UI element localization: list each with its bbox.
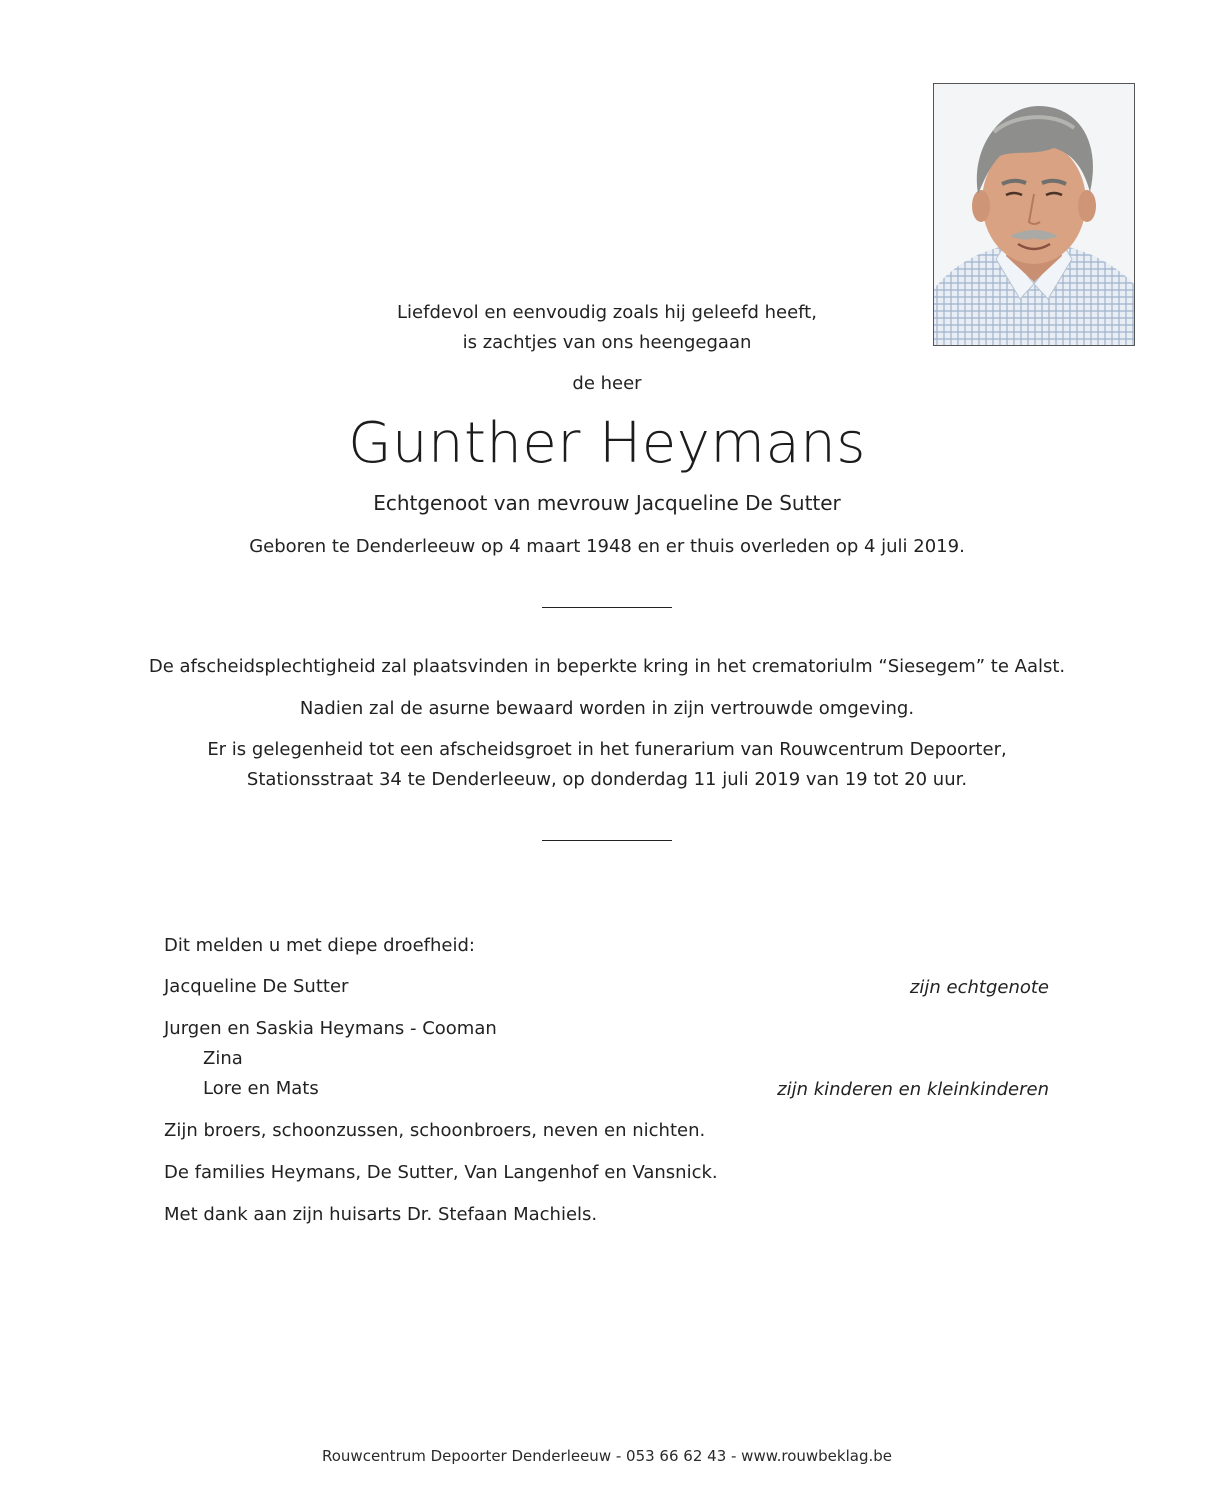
divider-bottom — [542, 840, 672, 841]
birth-death-line: Geboren te Denderleeuw op 4 maart 1948 en er thuis overleden op 4 juli 2019. — [249, 536, 965, 557]
ceremony-line-3: Er is gelegenheid tot een afscheidsgroet in het funerarium van Rouwcentrum Depoorter, — [207, 739, 1007, 760]
divider-top — [542, 607, 672, 608]
ceremony-line-1: De afscheidsplechtigheid zal plaatsvinden in beperkte kring in het crematoriulm “Siesegem” te Aalst. — [148, 656, 1066, 677]
intro-line-1: Liefdevol en eenvoudig zoals hij geleefd heeft, — [397, 302, 817, 323]
mourner-spouse-role: zijn echtgenote — [909, 977, 1049, 998]
ceremony-line-2: Nadien zal de asurne bewaard worden in zijn vertrouwde omgeving. — [299, 698, 915, 719]
title-prefix: de heer — [572, 373, 642, 394]
ceremony-line-4: Stationsstraat 34 te Denderleeuw, op donderdag 11 juli 2019 van 19 tot 20 uur. — [246, 769, 968, 790]
mourner-children-name: Jurgen en Saskia Heymans - Cooman — [164, 1018, 497, 1039]
mourner-thanks: Met dank aan zijn huisarts Dr. Stefaan Machiels. — [164, 1204, 598, 1225]
mourner-spouse-name: Jacqueline De Sutter — [164, 976, 349, 997]
mourner-grandchild-1: Zina — [203, 1048, 243, 1069]
intro-line-2: is zachtjes van ons heengegaan — [462, 332, 752, 353]
mourner-siblings: Zijn broers, schoonzussen, schoonbroers, neven en nichten. — [164, 1120, 706, 1141]
mourners-intro: Dit melden u met diepe droefheid: — [164, 935, 475, 956]
deceased-name: Gunther Heymans — [348, 411, 866, 476]
mourner-grandchild-2: Lore en Mats — [203, 1078, 319, 1099]
spouse-line: Echtgenoot van mevrouw Jacqueline De Sutter — [373, 491, 841, 515]
mourner-families: De families Heymans, De Sutter, Van Langenhof en Vansnick. — [164, 1162, 718, 1183]
footer-contact: Rouwcentrum Depoorter Denderleeuw - 053 66 62 43 - www.rouwbeklag.be — [322, 1447, 892, 1465]
mourner-children-role: zijn kinderen en kleinkinderen — [777, 1079, 1049, 1100]
